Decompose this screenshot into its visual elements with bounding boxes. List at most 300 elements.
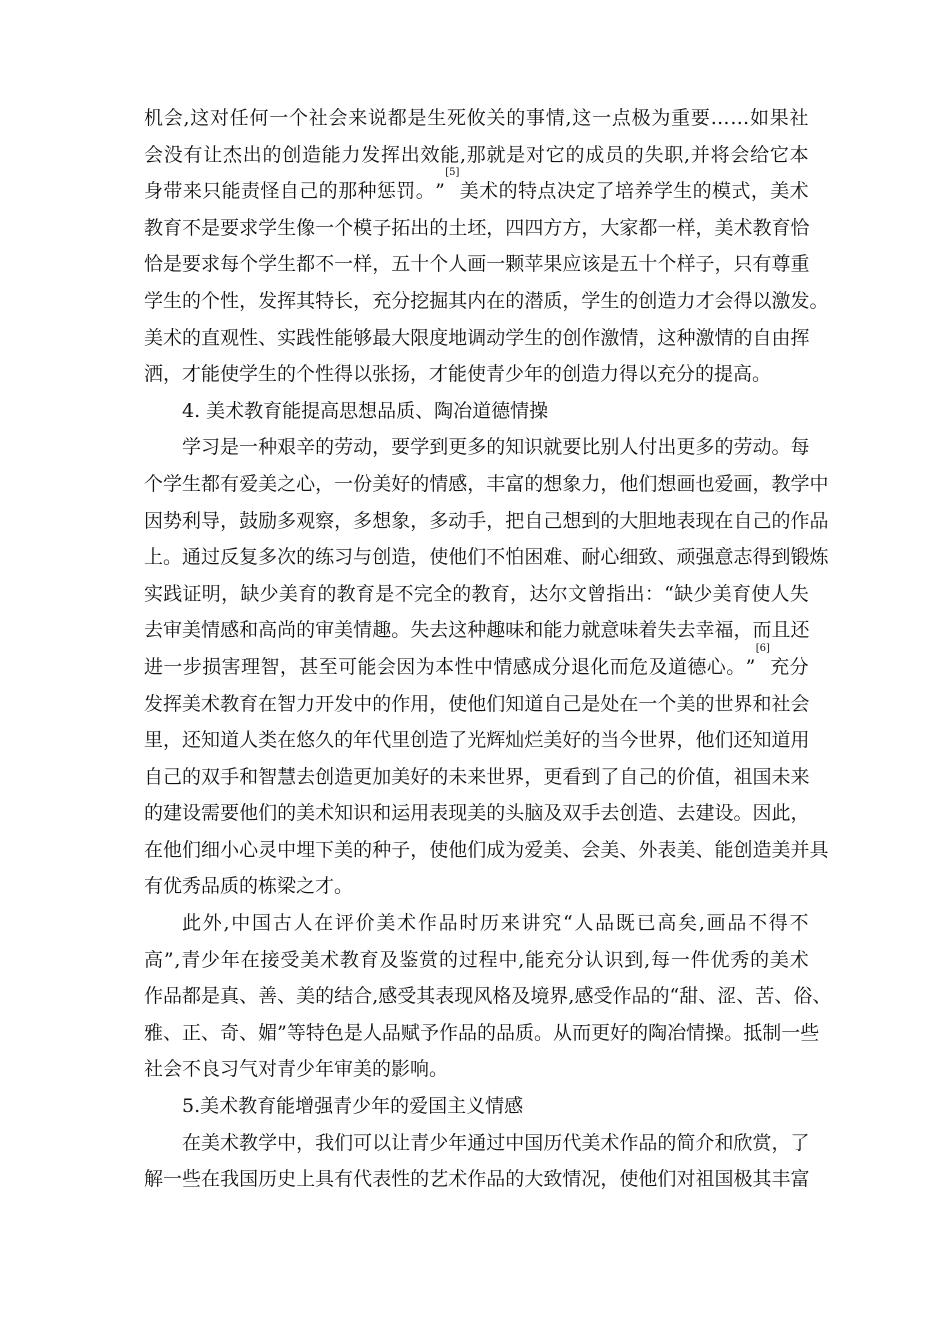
char: 的: [315, 985, 335, 1008]
char: 种: [372, 838, 392, 861]
char: 教: [339, 948, 359, 971]
char: 埋: [296, 838, 316, 861]
char: 恰: [790, 216, 810, 239]
char: 任: [229, 107, 249, 129]
char: 情: [429, 472, 449, 495]
char: 能: [221, 180, 241, 203]
char: 至: [318, 655, 338, 678]
char: 造: [334, 765, 354, 788]
char: 中: [277, 1131, 297, 1154]
char: 和: [239, 619, 259, 642]
char: 学: [505, 326, 525, 349]
char: 就: [486, 143, 506, 166]
char: 人: [448, 253, 468, 276]
char: 一: [334, 253, 354, 276]
char: 挥: [790, 326, 810, 349]
char: 奇: [220, 1021, 240, 1044]
char: “: [664, 582, 674, 605]
char: 得: [733, 289, 753, 312]
char: 。: [809, 289, 829, 312]
char: 难: [543, 546, 563, 569]
char: 育: [771, 216, 791, 239]
char: 品: [163, 985, 183, 1008]
char: 力: [296, 692, 316, 715]
char: 这: [657, 326, 677, 349]
char: ，: [790, 802, 810, 825]
char: 美: [459, 180, 479, 203]
char: 们: [714, 729, 734, 752]
char: 充: [770, 655, 790, 678]
char: 的: [581, 729, 601, 752]
char: 高: [657, 912, 677, 935]
char: 是: [581, 692, 601, 715]
char: 爱: [714, 472, 734, 495]
char: 具: [315, 1168, 335, 1191]
char: 是: [375, 582, 395, 605]
char: 、: [562, 838, 582, 861]
char: 的: [476, 1021, 496, 1044]
char: 的: [315, 436, 335, 459]
char: 它: [769, 143, 789, 166]
char: 决: [556, 180, 576, 203]
char: 美: [300, 948, 320, 971]
char: 国: [714, 1168, 734, 1191]
char: 造: [638, 802, 658, 825]
char: 简: [676, 1131, 696, 1154]
char: ，: [410, 838, 430, 861]
char: 少: [429, 1131, 449, 1154]
char: 里: [144, 729, 164, 752]
text-line: [144, 642, 809, 686]
char: 学: [258, 253, 278, 276]
char: 种: [676, 326, 696, 349]
text-line: [144, 868, 809, 905]
char: 美: [769, 948, 789, 971]
char: ，: [562, 289, 582, 312]
char: 青: [181, 948, 201, 971]
char: 动: [486, 326, 506, 349]
char: 去: [676, 619, 696, 642]
char: 一: [657, 216, 677, 239]
char: 学: [581, 289, 601, 312]
char: 死: [447, 107, 467, 129]
char: ，: [510, 582, 530, 605]
char: 在: [144, 838, 164, 861]
char: 土: [448, 216, 468, 239]
char: 多: [695, 436, 715, 459]
char: 真: [220, 985, 240, 1008]
char: 不: [394, 582, 414, 605]
char: 象: [562, 472, 582, 495]
char: 一: [670, 948, 690, 971]
char: 人: [619, 436, 639, 459]
char: 的: [733, 326, 753, 349]
char: 十: [638, 253, 658, 276]
char: 个: [429, 253, 449, 276]
char: 本: [789, 143, 809, 166]
char: 教: [239, 1131, 259, 1154]
char: 甚: [299, 655, 319, 678]
char: 的: [619, 289, 639, 312]
char: 分: [391, 289, 411, 312]
char: 果: [543, 253, 563, 276]
char: 的: [429, 765, 449, 788]
char: 涩: [717, 985, 737, 1008]
char: 古: [272, 912, 292, 935]
char: 自: [144, 765, 164, 788]
char: 通: [182, 546, 202, 569]
char: 创: [619, 802, 639, 825]
char: 学: [410, 436, 430, 459]
char: 、: [812, 985, 832, 1008]
char: 育: [490, 582, 510, 605]
char: 要: [562, 436, 582, 459]
char: 术: [201, 692, 221, 715]
char: 以: [752, 289, 772, 312]
char: 史: [277, 1168, 297, 1191]
char: 去: [296, 765, 316, 788]
char: 与: [353, 546, 373, 569]
char: 极: [733, 1168, 753, 1191]
char: 作: [144, 985, 164, 1008]
char: 、: [619, 838, 639, 861]
char: 发: [258, 289, 278, 312]
char: 其: [416, 985, 436, 1008]
char: 过: [458, 948, 478, 971]
char: 未: [771, 765, 791, 788]
char: 代: [562, 1131, 582, 1154]
char: 。: [163, 546, 183, 569]
char: 美: [334, 838, 354, 861]
char: 的: [486, 436, 506, 459]
char: 感: [220, 619, 240, 642]
char: 美: [296, 985, 316, 1008]
char: ”: [745, 655, 756, 678]
char: 画: [733, 472, 753, 495]
char: 的: [695, 692, 715, 715]
char: 知: [201, 729, 221, 752]
char: 的: [624, 143, 644, 166]
char: 是: [201, 216, 221, 239]
char: 也: [695, 472, 715, 495]
char: 智: [277, 692, 297, 715]
char: 极: [631, 107, 651, 129]
char: 艰: [277, 436, 297, 459]
char: 份: [353, 472, 373, 495]
char: 创: [562, 326, 582, 349]
char: 价: [676, 765, 696, 788]
char: 美: [144, 326, 164, 349]
char: 才: [695, 289, 715, 312]
char: 惩: [376, 180, 396, 203]
char: 的: [144, 802, 164, 825]
char: 造: [391, 546, 411, 569]
char: 烂: [524, 729, 544, 752]
char: 历: [543, 1131, 563, 1154]
char: 感: [448, 472, 468, 495]
char: 四: [524, 216, 544, 239]
char: 职: [664, 143, 684, 166]
char: 学: [182, 436, 202, 459]
char: 的: [657, 1131, 677, 1154]
char: 手: [220, 765, 240, 788]
section-heading: [144, 393, 809, 430]
char: 激: [695, 326, 715, 349]
char: 作: [391, 692, 411, 715]
char: 力: [562, 619, 582, 642]
char: 还: [182, 729, 202, 752]
char: 了: [595, 180, 615, 203]
char: 风: [473, 985, 493, 1008]
char: 的: [334, 729, 354, 752]
char: 赏: [752, 1131, 772, 1154]
char: 己: [638, 765, 658, 788]
char: 大: [600, 216, 620, 239]
char: 更: [353, 765, 373, 788]
line-text: 有优秀品质的栋梁之才。: [144, 875, 354, 898]
char: 人: [239, 729, 259, 752]
char: 调: [467, 326, 487, 349]
char: 。: [534, 1021, 554, 1044]
char: 。: [415, 180, 435, 203]
citation-ref: [5]: [445, 167, 460, 179]
char: 重: [790, 253, 810, 276]
char: 有: [334, 1168, 354, 1191]
char: 情: [562, 1168, 582, 1191]
char: 美: [182, 619, 202, 642]
char: 困: [524, 546, 544, 569]
char: 是: [407, 107, 427, 129]
char: 己: [752, 509, 772, 532]
char: 激: [600, 326, 620, 349]
char: 发: [144, 692, 164, 715]
char: ，: [486, 216, 506, 239]
char: 况: [581, 1168, 601, 1191]
char: 的: [296, 619, 316, 642]
text-line: [144, 978, 832, 1015]
char: 限: [410, 326, 430, 349]
char: 界: [733, 692, 753, 715]
char: 表: [676, 509, 696, 532]
char: 多: [467, 436, 487, 459]
char: 分: [564, 948, 584, 971]
char: 我: [315, 1131, 335, 1154]
char: 五: [391, 253, 411, 276]
section-heading: [144, 1088, 809, 1125]
char: 失: [410, 619, 430, 642]
char: 现: [695, 509, 715, 532]
char: 生: [524, 326, 544, 349]
char: 能: [357, 655, 377, 678]
char: 富: [790, 1168, 810, 1191]
char: 特: [517, 180, 537, 203]
char: 们: [182, 838, 202, 861]
char: 社: [308, 107, 328, 129]
line-text: 4. 美术教育能提高思想品质、陶冶道德情操: [182, 399, 549, 422]
char: 重: [671, 107, 691, 129]
char: 来: [348, 107, 368, 129]
char: 尚: [277, 619, 297, 642]
char: 劳: [733, 436, 753, 459]
char: 、: [277, 985, 297, 1008]
char: 身: [144, 180, 164, 203]
char: 世: [714, 692, 734, 715]
char: ：: [644, 582, 664, 605]
char: 践: [163, 582, 183, 605]
char: 为: [505, 838, 525, 861]
char: 的: [429, 216, 449, 239]
char: 让: [391, 1131, 411, 1154]
char: 它: [545, 143, 565, 166]
char: 给: [750, 143, 770, 166]
char: 学: [653, 180, 673, 203]
char: 掘: [429, 289, 449, 312]
char: 是: [343, 1021, 363, 1044]
char: 自: [733, 509, 753, 532]
char: 使: [751, 582, 771, 605]
char: 够: [353, 326, 373, 349]
char: 好: [610, 1021, 630, 1044]
char: 及: [379, 948, 399, 971]
char: 下: [315, 838, 335, 861]
char: 智: [260, 655, 280, 678]
char: 步: [182, 655, 202, 678]
char: 明: [201, 582, 221, 605]
char: 画: [676, 472, 696, 495]
char: 最: [372, 326, 392, 349]
char: 小: [220, 838, 240, 861]
char: ，: [296, 1131, 316, 1154]
char: ,: [174, 948, 181, 971]
char: 在: [240, 948, 260, 971]
char: 媚: [258, 1021, 278, 1044]
char: 苦: [755, 985, 775, 1008]
char: 模: [712, 180, 732, 203]
char: 去: [676, 802, 696, 825]
char: 的: [182, 326, 202, 349]
char: 而: [572, 1021, 592, 1044]
char: 可: [338, 655, 358, 678]
char: 的: [486, 802, 506, 825]
char: 自: [543, 692, 563, 715]
char: 认: [584, 948, 604, 971]
char: 有: [752, 253, 772, 276]
char: 在: [619, 692, 639, 715]
char: 年: [220, 948, 240, 971]
char: 的: [650, 985, 670, 1008]
char: 及: [511, 985, 531, 1008]
char: 是: [163, 253, 183, 276]
char: 使: [429, 838, 449, 861]
char: 情: [714, 326, 734, 349]
char: 年: [353, 729, 373, 752]
char: 到: [581, 765, 601, 788]
char: 性: [454, 655, 474, 678]
char: 代: [372, 729, 392, 752]
document-page: [144, 100, 832, 1198]
char: 赏: [419, 948, 439, 971]
char: 挥: [163, 692, 183, 715]
char: 像: [296, 216, 316, 239]
char: 着: [638, 619, 658, 642]
char: 充: [544, 948, 564, 971]
char: ，: [714, 253, 734, 276]
char: 机: [144, 107, 164, 129]
char: 们: [486, 692, 506, 715]
char: 中: [809, 472, 829, 495]
char: 造: [429, 729, 449, 752]
char: 性: [391, 1168, 411, 1191]
char: 事: [526, 107, 546, 129]
char: 学: [258, 216, 278, 239]
char: 好: [391, 472, 411, 495]
char: 劳: [334, 436, 354, 459]
char: 习: [201, 436, 221, 459]
char: 中: [473, 655, 493, 678]
char: 好: [410, 765, 430, 788]
char: 失: [789, 582, 809, 605]
char: 术: [600, 1131, 620, 1154]
char: 其: [448, 289, 468, 312]
char: 是: [201, 985, 221, 1008]
char: 的: [505, 289, 525, 312]
char: 价: [355, 912, 375, 935]
char: 外: [202, 912, 222, 935]
char: 锻: [790, 546, 810, 569]
char: 只: [733, 253, 753, 276]
char: 一: [486, 253, 506, 276]
char: 有: [220, 472, 240, 495]
char: 作: [619, 1131, 639, 1154]
char: 习: [334, 546, 354, 569]
char: 学: [258, 1131, 278, 1154]
char: ,: [565, 107, 572, 129]
char: 少: [201, 948, 221, 971]
char: 中: [353, 692, 373, 715]
char: 一: [592, 107, 612, 129]
char: 己: [299, 180, 319, 203]
char: 术: [320, 948, 340, 971]
char: 复: [239, 546, 259, 569]
text-line: [144, 612, 809, 649]
char: 和: [752, 692, 772, 715]
char: 多: [353, 509, 373, 532]
char: 少: [693, 582, 713, 605]
char: 的: [524, 472, 544, 495]
char: 缺: [674, 582, 694, 605]
char: 坯: [467, 216, 487, 239]
char: 出: [625, 582, 645, 605]
char: 的: [182, 765, 202, 788]
char: 道: [771, 729, 791, 752]
char: 损: [202, 655, 222, 678]
char: 界: [505, 765, 525, 788]
text-line: [144, 539, 829, 576]
char: 善: [258, 985, 278, 1008]
char: ，: [600, 472, 620, 495]
char: 他: [467, 692, 487, 715]
char: 一: [334, 472, 354, 495]
char: 就: [581, 619, 601, 642]
char: 建: [163, 802, 183, 825]
char: 作: [612, 985, 632, 1008]
char: 历: [480, 912, 500, 935]
char: 因: [396, 655, 416, 678]
char: 苹: [524, 253, 544, 276]
char: 去: [600, 802, 620, 825]
char: 受: [280, 948, 300, 971]
char: 会: [730, 143, 750, 166]
